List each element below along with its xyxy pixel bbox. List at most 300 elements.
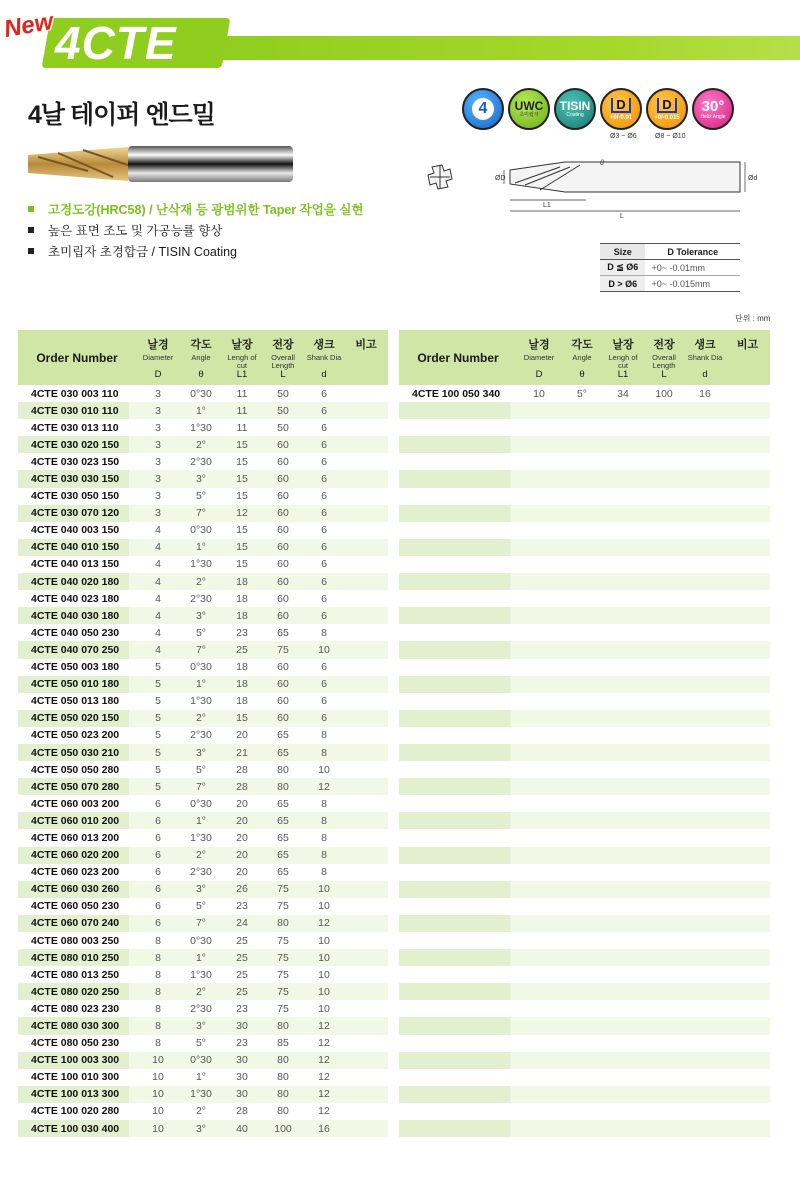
order-number-cell [399,1069,517,1086]
spec-cell [561,607,603,624]
spec-cell: 12 [318,1037,330,1050]
order-number-cell: 4CTE 040 010 150 [31,541,120,554]
table-row [399,864,770,881]
spec-cell [643,812,685,829]
tolerance-row: D > Ø6 +0~ -0.015mm [600,276,740,292]
header-col [180,330,222,385]
spec-cell [517,607,561,624]
spec-cell [603,402,643,419]
spec-cell [725,915,770,932]
order-number-cell: 4CTE 080 050 230 [31,1037,120,1050]
spec-cell [725,1000,770,1017]
header-col [136,330,180,385]
spec-cell: 34 [617,387,629,400]
header-order-number: Order Number [36,350,118,365]
spec-cell [643,949,685,966]
header-en: Lengh of cut [227,353,257,370]
spec-cell: 25 [236,934,248,947]
spec-cell [561,1000,603,1017]
spec-cell [517,693,561,710]
table-row [399,556,770,573]
spec-cell [561,864,603,881]
spec-cell [344,812,388,829]
table-row [399,453,770,470]
spec-cell [725,864,770,881]
order-number-cell: 4CTE 100 030 400 [31,1122,120,1135]
spec-cell: 0°30 [190,661,212,674]
spec-cell [685,847,725,864]
spec-cell: 20 [236,831,248,844]
spec-cell: 16 [699,387,711,400]
order-number-cell: 4CTE 100 020 280 [31,1105,120,1118]
spec-cell [517,556,561,573]
spec-cell [517,1086,561,1103]
spec-cell [603,1120,643,1137]
spec-cell [643,864,685,881]
spec-cell: 65 [277,831,289,844]
spec-cell: 6 [321,592,327,605]
spec-cell: 3 [155,404,161,417]
spec-cell [643,898,685,915]
spec-cell: 3° [195,746,207,759]
table-row [399,1017,770,1034]
spec-cell [725,556,770,573]
spec-cell: 12 [318,1088,330,1101]
spec-cell: 6 [321,404,327,417]
header-sym: d [702,369,708,380]
spec-cell [643,1103,685,1120]
spec-body-right [399,385,770,1137]
dia-D-label: ØD [495,175,506,182]
table-row [399,1086,770,1103]
table-row [399,590,770,607]
spec-cell: 4 [155,575,161,588]
spec-cell: 15 [236,541,248,554]
spec-cell [725,727,770,744]
spec-cell: 12 [318,1054,330,1067]
spec-cell [344,522,388,539]
spec-cell: 5 [155,729,161,742]
spec-cell: 0°30 [190,524,212,537]
order-number-cell: 4CTE 050 030 210 [31,746,120,759]
spec-cell [603,727,643,744]
table-row [399,1103,770,1120]
banner-bar [195,36,800,72]
spec-cell: 1°30 [190,558,212,571]
order-number-cell: 4CTE 040 003 150 [31,524,120,537]
spec-cell: 6 [321,712,327,725]
spec-cell [517,1052,561,1069]
spec-cell [643,659,685,676]
table-row [18,505,388,522]
table-row [18,847,388,864]
table-row [399,932,770,949]
order-number-cell [399,898,517,915]
spec-header-row [399,330,770,385]
spec-cell: 6 [321,695,327,708]
table-row [399,676,770,693]
spec-cell [643,1000,685,1017]
spec-cell: 4 [155,643,161,656]
spec-cell: 6 [155,849,161,862]
spec-cell [685,761,725,778]
header-en: Diameter [142,353,174,362]
spec-cell [725,1017,770,1034]
header-kr: 날경 [147,339,169,351]
spec-cell [725,573,770,590]
spec-cell: 6 [321,455,327,468]
spec-cell [603,915,643,932]
spec-cell [561,847,603,864]
spec-cell: 25 [236,985,248,998]
spec-cell: 5° [576,387,588,400]
spec-cell: 1°30 [190,421,212,434]
spec-cell: 2°30 [190,1002,212,1015]
spec-cell [685,1000,725,1017]
header-kr: 날장 [612,339,634,351]
spec-cell: 4 [155,541,161,554]
table-row [18,881,388,898]
spec-cell: 10 [318,900,330,913]
spec-cell: 80 [277,780,289,793]
spec-cell [725,505,770,522]
order-number-cell: 4CTE 060 013 200 [31,831,120,844]
spec-cell [561,898,603,915]
order-number-cell: 4CTE 080 020 250 [31,985,120,998]
spec-cell [561,659,603,676]
table-row [399,1069,770,1086]
header-en [344,352,388,369]
spec-table-left [18,330,388,1137]
end-mill-diagram [420,155,760,225]
spec-cell: 30 [236,1088,248,1101]
spec-cell [643,402,685,419]
header-kr: 비고 [355,339,377,351]
spec-cell [561,453,603,470]
feature-list [28,198,363,261]
spec-cell [725,641,770,658]
spec-cell [561,983,603,1000]
table-row [399,812,770,829]
spec-cell [685,488,725,505]
order-number-cell [399,402,517,419]
spec-cell: 6 [155,917,161,930]
spec-cell: 8 [321,729,327,742]
table-row [399,488,770,505]
spec-cell: 25 [236,643,248,656]
spec-cell [344,488,388,505]
header-en: Angle [572,353,592,362]
order-number-cell [399,932,517,949]
spec-cell: 8 [155,985,161,998]
spec-cell [561,1086,603,1103]
table-row [18,522,388,539]
spec-cell: 6 [321,421,327,434]
tolerance-row: D ≦ Ø6 +0~ -0.01mm [600,260,740,276]
order-number-cell [399,693,517,710]
spec-cell [344,949,388,966]
table-row [18,761,388,778]
spec-cell [725,881,770,898]
header-kr: 생크 [694,339,716,351]
table-row [18,1035,388,1052]
tolerance-header-size: Size [600,244,645,260]
spec-cell: 65 [277,797,289,810]
spec-cell: 16 [318,1122,330,1135]
spec-cell [685,932,725,949]
spec-cell: 6 [321,490,327,503]
spec-cell: 20 [236,849,248,862]
spec-cell [685,727,725,744]
spec-cell: 15 [236,455,248,468]
spec-cell [603,829,643,846]
bullet-icon [28,248,34,254]
spec-cell [517,641,561,658]
header-col [561,330,603,385]
spec-cell [561,693,603,710]
order-number-cell [399,1017,517,1034]
spec-cell [561,676,603,693]
spec-cell [344,1000,388,1017]
spec-cell [725,453,770,470]
spec-cell: 1° [195,404,207,417]
d-tolerance-large-icon: D +0/-0.015 [646,88,688,130]
spec-cell: 4 [155,609,161,622]
spec-cell [685,915,725,932]
order-number-cell: 4CTE 040 013 150 [31,558,120,571]
spec-cell [725,590,770,607]
table-row [399,966,770,983]
feature-item: 초미립자 초경합금 / TISIN Coating [28,240,363,261]
spec-cell [517,624,561,641]
spec-cell [685,419,725,436]
order-number-cell: 4CTE 060 020 200 [31,849,120,862]
order-number-cell [399,539,517,556]
spec-cell [603,419,643,436]
spec-cell: 12 [318,1020,330,1033]
spec-cell: 3 [155,438,161,451]
spec-cell [517,402,561,419]
spec-cell: 10 [318,1002,330,1015]
table-row [399,778,770,795]
table-row [18,864,388,881]
spec-cell: 6 [321,678,327,691]
spec-cell [725,812,770,829]
spec-cell: 1°30 [190,968,212,981]
header-en [725,352,770,369]
spec-cell [603,864,643,881]
spec-cell [561,436,603,453]
spec-cell: 8 [155,1037,161,1050]
spec-cell [517,744,561,761]
feature-item: 고경도강(HRC58) / 난삭재 등 광범위한 Taper 작업을 실현 [28,198,363,219]
spec-cell [603,573,643,590]
spec-cell: 12 [318,917,330,930]
order-number-cell [399,915,517,932]
table-row [18,1052,388,1069]
order-number-cell [399,676,517,693]
table-row [399,436,770,453]
table-row [18,641,388,658]
spec-cell [685,710,725,727]
spec-cell [344,436,388,453]
spec-cell: 8 [321,849,327,862]
order-number-cell [399,1035,517,1052]
order-number-cell: 4CTE 040 023 180 [31,592,120,605]
spec-cell [643,488,685,505]
spec-cell [517,983,561,1000]
header-col [344,330,388,385]
spec-cell [517,1035,561,1052]
spec-cell [344,915,388,932]
spec-cell: 80 [277,1088,289,1101]
spec-cell: 6 [155,900,161,913]
spec-cell: 10 [318,985,330,998]
spec-cell: 3° [195,1122,207,1135]
spec-cell [725,710,770,727]
spec-cell [643,419,685,436]
spec-cell: 2°30 [190,455,212,468]
spec-cell: 10 [152,1122,164,1135]
spec-cell: 3° [195,609,207,622]
header-col [517,330,561,385]
spec-cell [344,1017,388,1034]
spec-cell [725,1103,770,1120]
table-row [18,898,388,915]
spec-cell [725,693,770,710]
badge-caption-small: Ø3 ~ Ø6 [610,133,637,140]
spec-cell: 5 [155,746,161,759]
order-number-cell [399,778,517,795]
spec-cell [725,539,770,556]
order-number-cell [399,659,517,676]
table-row [399,1000,770,1017]
spec-cell: 6 [155,797,161,810]
table-row [399,847,770,864]
spec-cell: 1°30 [190,831,212,844]
spec-cell [643,983,685,1000]
table-row [18,539,388,556]
spec-cell: 10 [318,643,330,656]
spec-cell: 100 [274,1122,292,1135]
table-row [399,829,770,846]
helix-angle-icon: 30° Helix Angle [692,88,734,130]
spec-cell: 6 [321,541,327,554]
spec-cell [685,659,725,676]
order-number-cell [399,983,517,1000]
spec-cell: 1° [195,951,207,964]
spec-cell [603,436,643,453]
spec-cell: 10 [152,1071,164,1084]
header-sym: θ [579,369,585,380]
spec-cell: 15 [236,558,248,571]
spec-cell [643,727,685,744]
spec-cell [725,795,770,812]
spec-cell: 30 [236,1054,248,1067]
table-row [18,812,388,829]
tolerance-table [600,243,740,292]
spec-cell [561,949,603,966]
table-row [18,778,388,795]
header-col [262,330,304,385]
tisin-coating-icon: TISIN Coating [554,88,596,130]
spec-cell: 5° [195,763,207,776]
spec-cell [685,795,725,812]
table-row [399,624,770,641]
spec-cell: 3 [155,455,161,468]
order-number-cell: 4CTE 100 013 300 [31,1088,120,1101]
order-number-cell [399,436,517,453]
spec-cell: 0°30 [190,1054,212,1067]
header-sym: L1 [236,369,248,380]
spec-cell [561,573,603,590]
order-number-cell: 4CTE 040 020 180 [31,575,120,588]
spec-cell: 1° [195,1071,207,1084]
header-col [685,330,725,385]
spec-cell [643,505,685,522]
spec-cell: 60 [277,541,289,554]
spec-cell: 11 [236,404,248,417]
order-number-cell [399,624,517,641]
spec-cell: 60 [277,524,289,537]
spec-cell: 10 [152,1054,164,1067]
spec-cell [517,710,561,727]
spec-cell [685,641,725,658]
spec-cell [685,573,725,590]
order-number-cell [399,847,517,864]
order-number-cell [399,761,517,778]
spec-cell: 3 [155,507,161,520]
spec-cell [685,453,725,470]
spec-cell [643,966,685,983]
table-row [18,966,388,983]
spec-cell [725,624,770,641]
spec-cell [344,624,388,641]
spec-cell: 23 [236,1002,248,1015]
header-en: Overall Length [652,353,676,370]
spec-cell [344,693,388,710]
spec-cell [561,419,603,436]
spec-cell [725,983,770,1000]
spec-cell: 7° [195,780,207,793]
spec-cell: 65 [277,626,289,639]
spec-cell [603,881,643,898]
spec-cell: 18 [236,575,248,588]
table-row [18,556,388,573]
header-col [603,330,643,385]
spec-cell [561,539,603,556]
spec-cell [517,488,561,505]
order-number-cell: 4CTE 080 003 250 [31,934,120,947]
table-row [399,1035,770,1052]
spec-cell: 0°30 [190,797,212,810]
l-label: L [620,213,624,220]
spec-cell: 15 [236,473,248,486]
spec-cell [725,436,770,453]
spec-cell [643,470,685,487]
table-row [18,590,388,607]
spec-cell: 80 [277,1020,289,1033]
spec-cell: 60 [277,490,289,503]
spec-cell: 1°30 [190,1088,212,1101]
spec-cell [643,1120,685,1137]
table-row [18,573,388,590]
spec-cell: 12 [318,1105,330,1118]
feature-item: 높은 표면 조도 및 가공능률 향상 [28,219,363,240]
spec-cell: 5 [155,763,161,776]
spec-cell: 8 [321,626,327,639]
spec-cell: 60 [277,438,289,451]
